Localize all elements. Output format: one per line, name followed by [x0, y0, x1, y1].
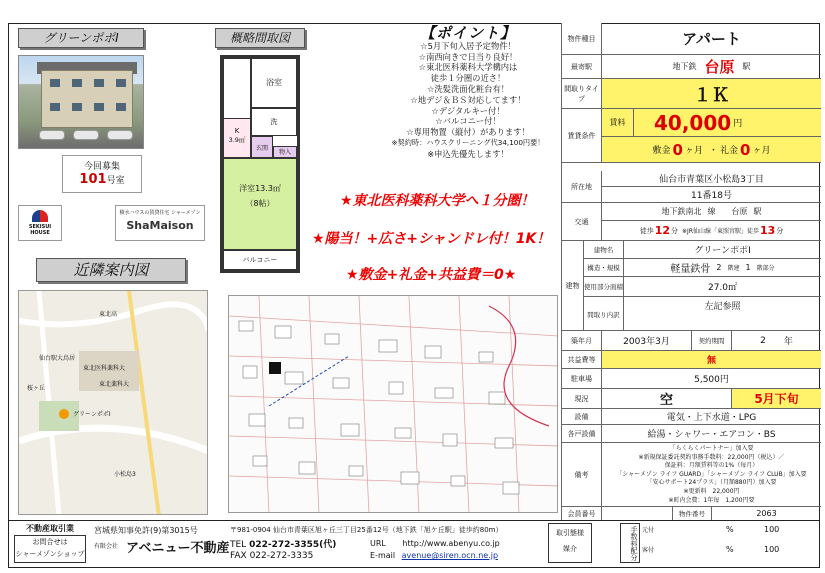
walk1-unit: 分: [671, 226, 679, 235]
plan-bath: 浴室: [266, 78, 282, 87]
walk-note: ※JR仙山線「東照宮駅」徒歩: [682, 228, 759, 235]
floor-no-unit: 階部分: [756, 265, 775, 272]
traffic-label: 交通: [562, 203, 602, 240]
row-notes: [562, 443, 821, 507]
note-line: 「シャーメゾン ライフ GUARD」「シャーメゾン ライフ CLUB」加入要: [616, 470, 807, 478]
note-line: 保証料：月額賃料等の1%（毎月）: [664, 462, 759, 470]
location-value: 仙台市青葉区小松島3丁目: [602, 171, 821, 187]
floors-unit: 階建: [727, 265, 740, 272]
catch-line-1: ★東北医科薬科大学へ１分圏！: [340, 193, 535, 209]
sekisui-logo: [18, 205, 62, 241]
name-label: 建物名: [584, 241, 624, 259]
utility-value: 電気・上下水道・LPG: [666, 413, 757, 423]
rent-label: 賃料: [602, 109, 634, 136]
map-label-1: 東北医科薬科大: [83, 365, 126, 372]
vacancy-room: 101: [79, 172, 107, 187]
type-value: アパート: [682, 30, 741, 48]
key-months: 0: [740, 140, 751, 159]
row-common-fee: [562, 351, 821, 369]
street-map-svg: [229, 296, 558, 513]
property-no: 2063: [756, 509, 777, 518]
company-name: アベニュー不動産: [126, 541, 230, 556]
row-parking: [562, 369, 821, 389]
plan-wash: 洗: [270, 118, 278, 126]
point-line: ※申込先優先します！: [427, 148, 509, 159]
property-no-label: 物件番号: [672, 507, 712, 520]
point-line: ☆バルコニー付！: [435, 116, 501, 127]
point-line: 徒歩１分圏の近さ！: [430, 73, 506, 84]
floor-no: 1: [745, 263, 751, 272]
deal-box: [548, 523, 592, 563]
walk2-unit: 分: [776, 226, 784, 235]
row-utility: [562, 409, 821, 425]
contract-value: 2: [760, 335, 766, 346]
station-name: 台原: [704, 58, 735, 76]
point-line: ☆南西向きで日当り良好！: [418, 51, 518, 62]
fax-value: 022-272-3335: [249, 551, 314, 561]
footer: [8, 520, 820, 568]
shamaison-main: ShaMaison: [126, 219, 194, 232]
facility-value: 給湯・シャワー・エアコン・BS: [647, 430, 776, 440]
traffic-station: 台原: [731, 207, 748, 216]
walk1-label: 徒歩: [639, 226, 654, 235]
sekisui-logo-text: SEKISUI HOUSE: [28, 224, 52, 236]
row-location: [562, 171, 821, 203]
contact-box: [14, 535, 86, 563]
contract-label: 契約期間: [692, 331, 732, 350]
customer-label: 客付: [642, 547, 655, 554]
parking-value: 5,500円: [694, 375, 729, 385]
building-photo: [18, 55, 144, 149]
map-label-6: 小松島3: [114, 471, 136, 478]
catch-line-3: ★敷金+礼金+共益費＝0★: [346, 267, 517, 283]
shamaison-sub: 積水ハウスの賃貸住宅 シャーメゾン: [119, 210, 201, 216]
plan-room: 洋室13.3㎡: [239, 184, 281, 193]
traffic-station-suffix: 駅: [753, 207, 762, 216]
url-link[interactable]: http://www.abenyu.co.jp: [402, 539, 500, 548]
key-money-label: 礼金: [720, 146, 739, 156]
traffic-line-suffix: 線: [707, 207, 716, 216]
common-fee-label: 共益費等: [562, 351, 602, 368]
plan-storage: 物入: [278, 149, 291, 156]
utility-label: 設備: [562, 409, 602, 424]
row-status: [562, 389, 821, 409]
shamaison-logo: [115, 205, 205, 241]
point-line: ☆地デジ＆ＢＳ対応してます！: [410, 94, 526, 105]
note-line: ※町内会費：1年毎 1,200円要: [668, 496, 755, 504]
layout-detail-label: 間取り内訳: [584, 297, 624, 331]
layout-value: １Ｋ: [602, 79, 821, 108]
key-unit: ヶ月: [752, 146, 771, 156]
fee-label: 手数料配分: [620, 523, 640, 563]
email-link[interactable]: avenue@siren.ocn.ne.jp: [401, 551, 499, 560]
row-member: [562, 507, 821, 520]
point-line: ☆デジタルキー付！: [431, 105, 505, 116]
note-line: 「安心サポート24プラス」（月額880円）加入要: [646, 479, 777, 487]
photo-title: グリーンポポⅠ: [18, 28, 144, 48]
area-map: [18, 290, 208, 515]
note-line: ※新規保証委託契約事務手数料：22,000円（税込）／: [638, 453, 785, 461]
deal-mediation: 媒介: [563, 545, 577, 553]
location-label: 所在地: [562, 171, 602, 202]
parking-label: 駐車場: [562, 369, 602, 388]
catch-line-2: ★陽当！+広さ+シャンドレ付！1K！: [312, 231, 551, 247]
vacancy-label: 今回募集: [83, 162, 120, 172]
location-sub: 11番18号: [691, 191, 732, 201]
walk1-min: 12: [654, 224, 671, 237]
traffic-line: 地下鉄南北: [661, 207, 702, 216]
fee-hund-2: 100: [764, 545, 780, 554]
email-label: E-mail: [370, 551, 396, 560]
name-value: グリーンポポⅠ: [624, 241, 821, 259]
deposit-unit: ヶ月: [684, 146, 703, 156]
row-traffic: [562, 203, 821, 241]
floor-plan: [220, 55, 300, 273]
status-value: 空: [602, 389, 732, 408]
sekisui-mark-icon: [32, 210, 48, 222]
property-marker-icon: [59, 409, 69, 419]
property-table: [561, 23, 820, 520]
row-building: [562, 241, 821, 331]
map-title: 近隣案内図: [36, 258, 186, 282]
station-suffix: 駅: [742, 62, 751, 71]
station-line: 地下鉄: [672, 62, 697, 71]
deposit-label: 敷金: [652, 146, 671, 156]
row-facility: [562, 425, 821, 443]
plan-tatami: （8帖）: [245, 199, 275, 208]
plan-entry: 玄関: [255, 145, 268, 152]
fee-pct-1: %: [726, 525, 734, 534]
map-label-2: 仙台駅大鳥居: [39, 355, 76, 362]
point-line: ☆専用物置（縦付）があります！: [406, 127, 530, 138]
rent-value: 40,000: [654, 110, 732, 135]
row-station: [562, 55, 821, 79]
struct-value: 軽量鉄骨: [670, 264, 711, 275]
contract-unit: 年: [783, 337, 793, 347]
origin-label: 元付: [642, 527, 655, 534]
note-line: 「らくらくパートナー」加入要: [669, 445, 754, 452]
row-built: [562, 331, 821, 351]
vacancy-suffix: 号室: [106, 176, 125, 186]
fee-pct-2: %: [726, 545, 734, 554]
map-label-3: 東北高: [99, 311, 118, 318]
point-line: ※契約時：ハウスクリーニング代34,100円要！: [391, 137, 545, 147]
built-label: 築年月: [562, 331, 602, 350]
tel-label: TEL: [230, 540, 247, 550]
photo-building: [41, 70, 133, 128]
struct-label: 構造・規模: [584, 259, 624, 277]
walk2-min: 13: [759, 224, 776, 237]
area-label: 使用部分面積: [584, 277, 624, 297]
map-label-4: 桜ヶ丘: [27, 385, 46, 392]
status-label: 現況: [562, 389, 602, 408]
movein-value: 5月下旬: [732, 389, 821, 408]
plan-balcony: バルコニー: [242, 256, 278, 264]
row-layout: [562, 79, 821, 109]
building-label: 建物: [562, 241, 584, 330]
map-label-7: 東北薬科大: [99, 381, 130, 388]
property-location-icon: [269, 362, 281, 374]
layout-label: 間取りタイプ: [562, 79, 602, 108]
vacancy-box: [62, 155, 142, 193]
plan-k: K: [234, 127, 240, 135]
deposit-months: 0: [672, 140, 683, 159]
url-label: URL: [370, 539, 386, 548]
station-label: 最寄駅: [562, 55, 602, 78]
type-label: 物件種目: [562, 23, 602, 54]
deal-label: 取引態様: [556, 529, 584, 537]
area-value: 27.0㎡: [624, 277, 821, 297]
points-heading: 【ポイント】: [419, 24, 516, 42]
address: 〒981-0904 仙台市青葉区旭ヶ丘三丁目25番12号（地下鉄「旭ケ丘駅」徒歩約80m）: [230, 526, 503, 534]
member-label: 会員番号: [562, 507, 602, 520]
point-line: ☆5月下旬入居予定物件！: [420, 40, 516, 51]
fee-hund-1: 100: [764, 525, 780, 534]
fax-label: FAX: [230, 551, 247, 561]
plan-k-size: 3.9㎡: [228, 136, 246, 144]
layout-detail-value: 左記参照: [704, 301, 741, 312]
facility-label: 各戸設備: [562, 425, 602, 442]
plan-title: 概略間取図: [215, 28, 305, 48]
contact-line2: シャーメゾンショップ: [15, 550, 85, 558]
rent-unit: 円: [733, 119, 743, 129]
notes-label: 備考: [562, 443, 602, 506]
contact-line1: お問合せは: [32, 538, 68, 546]
point-line: ☆洗髪洗面化粧台有！: [426, 83, 510, 94]
row-type: [562, 23, 821, 55]
points-box: [378, 24, 558, 174]
license: 宮城県知事免許(9)第3015号: [94, 526, 198, 535]
area-map-svg: [19, 291, 208, 515]
floors-value: 2: [716, 263, 722, 272]
row-rent: 賃貸条件 賃料 40,000 円 敷金 0 ヶ月 ・ 礼金 0 ヶ月: [562, 109, 821, 163]
company-type: 有限会社: [94, 543, 119, 550]
map-label-5: グリーンポポⅠ: [73, 411, 111, 418]
built-value: 2003年3月: [602, 331, 692, 350]
note-line: ※更新料 22,000円: [683, 487, 740, 495]
tel-value[interactable]: 022-272-3355(代): [249, 540, 337, 550]
point-line: ☆東北医科薬科大学構内は: [418, 62, 518, 73]
street-map: [228, 295, 558, 513]
common-fee-value: 無: [602, 351, 821, 368]
agency-type: 不動産取引業: [26, 524, 74, 533]
rent-cond-label: 賃貸条件: [562, 109, 602, 162]
